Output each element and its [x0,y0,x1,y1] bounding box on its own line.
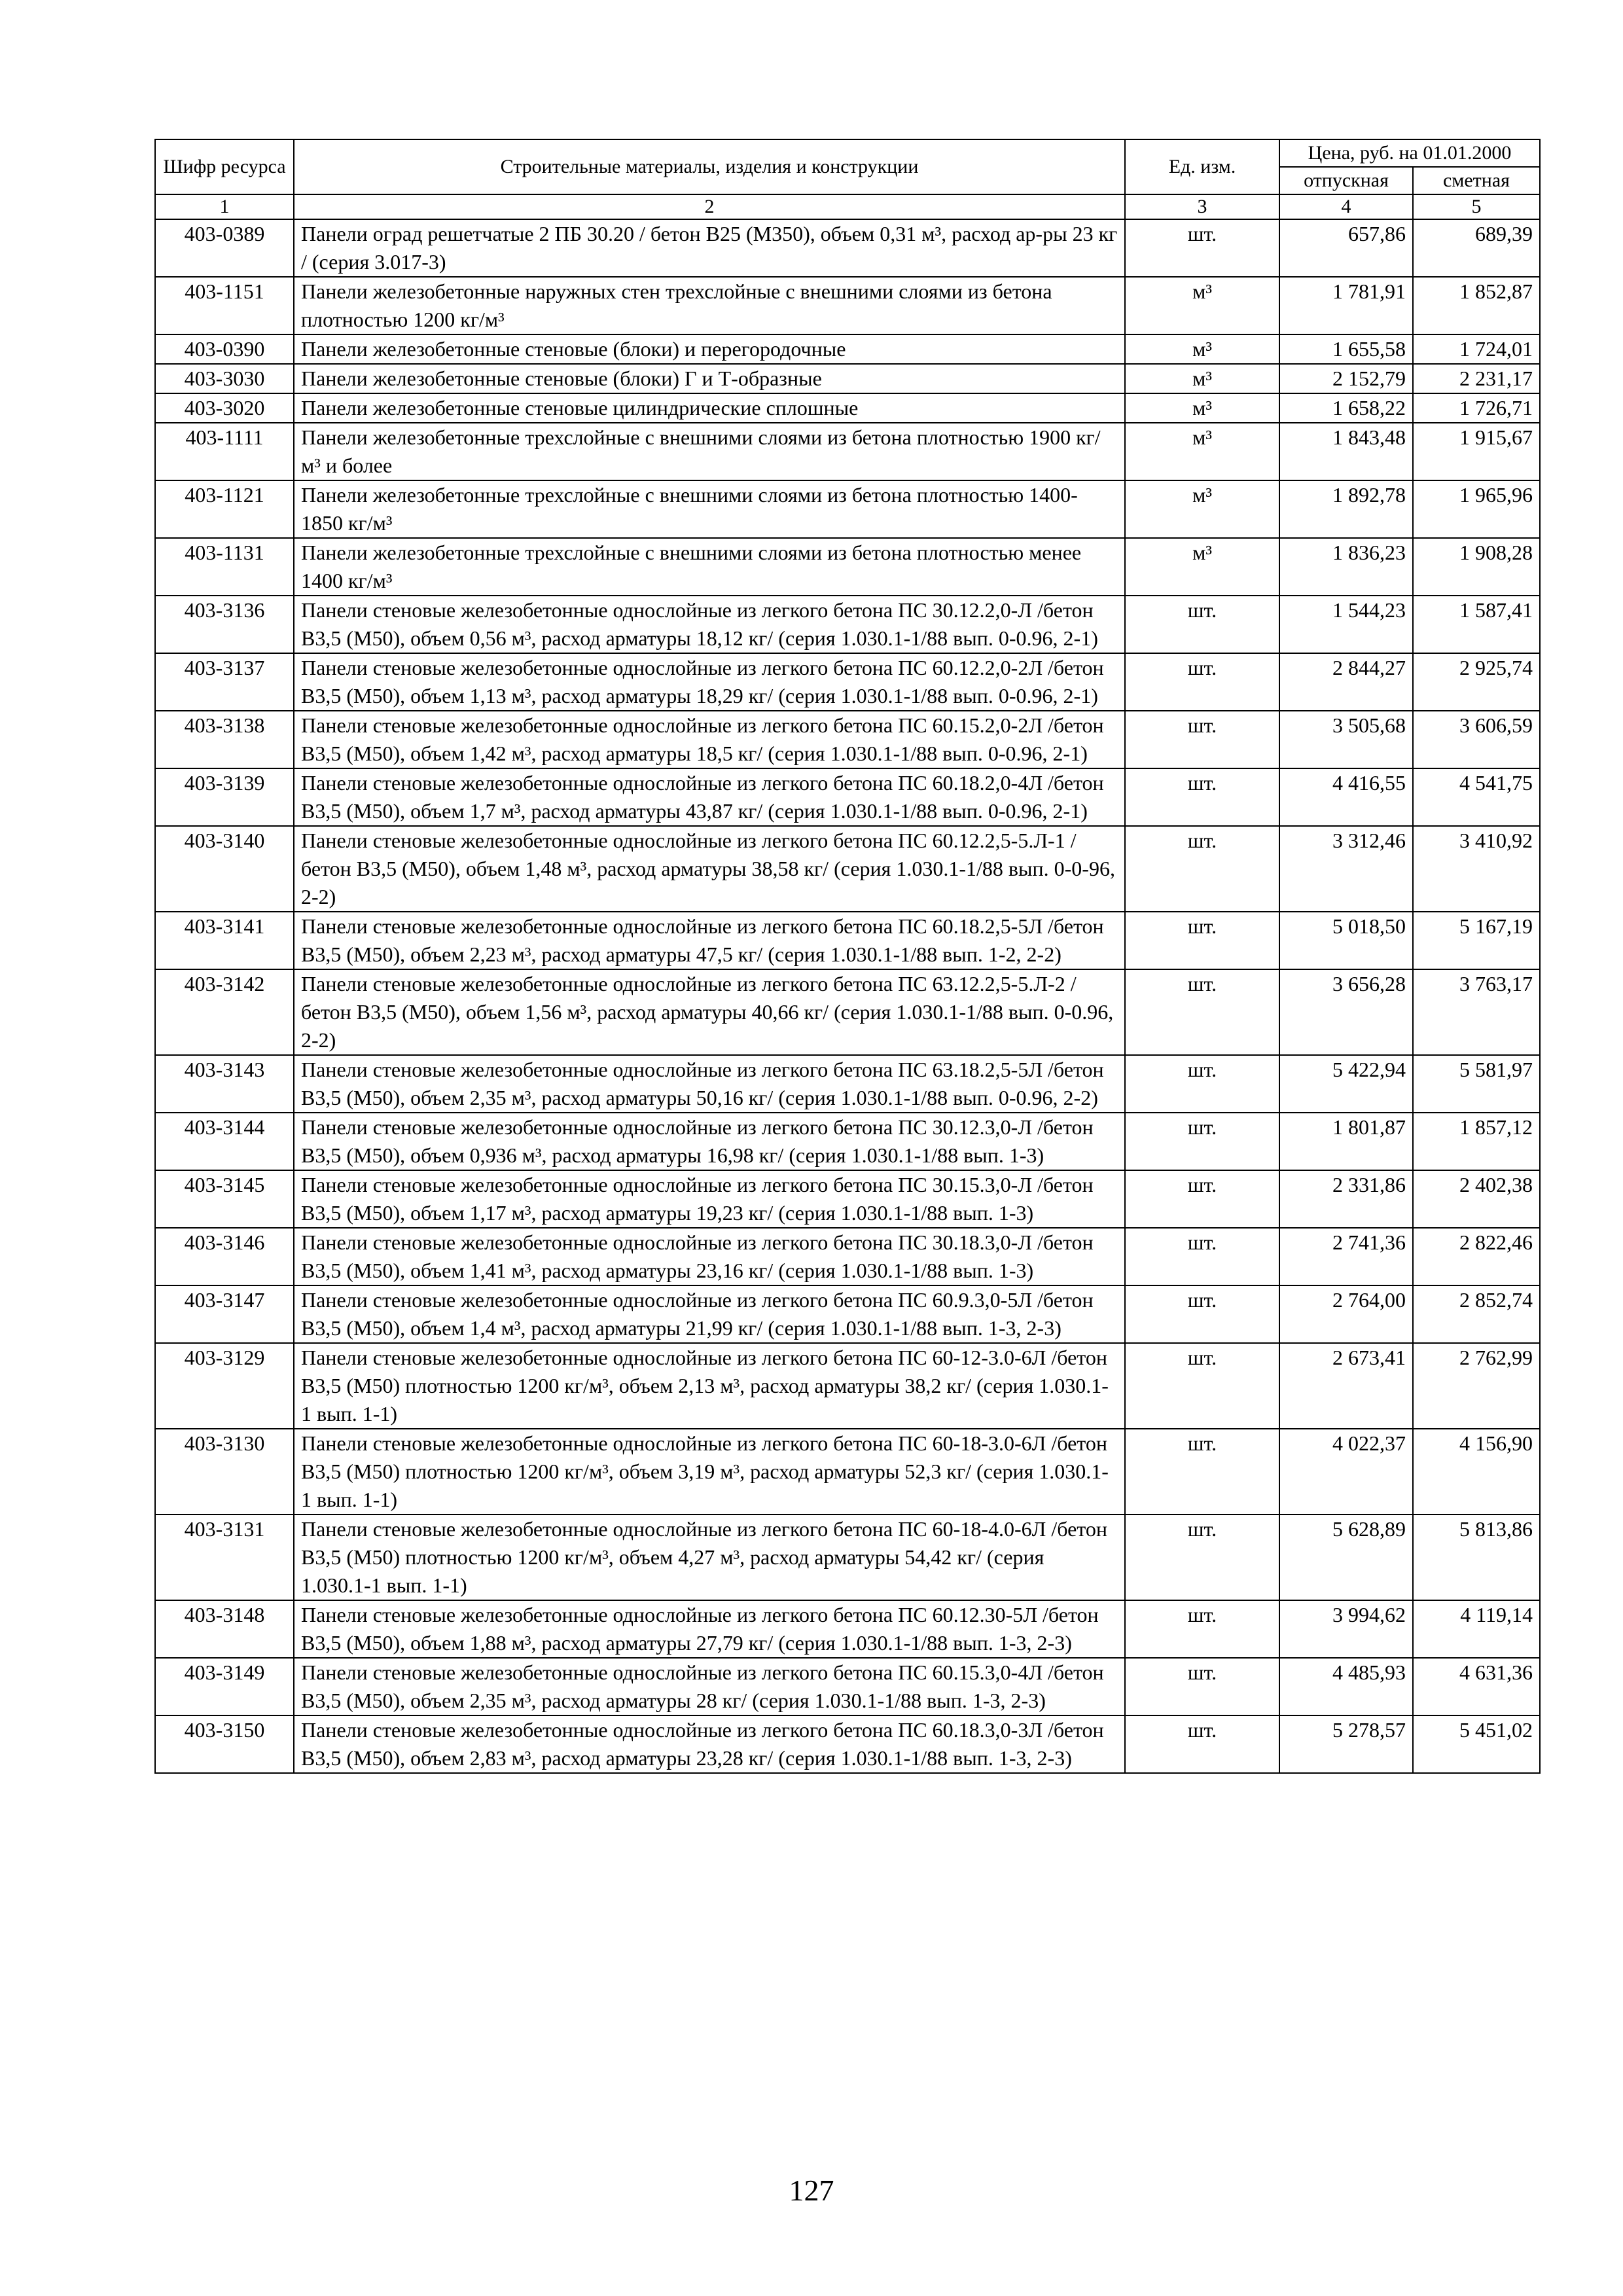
price-estimate: 1 965,96 [1413,480,1540,538]
price-release: 4 022,37 [1279,1429,1413,1515]
resource-unit: шт. [1125,1715,1279,1773]
resource-code: 403-0389 [155,219,294,277]
resource-unit: шт. [1125,711,1279,768]
resource-code: 403-1121 [155,480,294,538]
resource-unit: шт. [1125,653,1279,711]
table-row [155,826,1540,912]
table-row [155,219,1540,277]
resource-code: 403-1111 [155,423,294,480]
price-release: 3 994,62 [1279,1600,1413,1658]
price-estimate: 4 119,14 [1413,1600,1540,1658]
price-release: 3 656,28 [1279,969,1413,1055]
resource-code: 403-3150 [155,1715,294,1773]
resource-code: 403-3145 [155,1170,294,1228]
price-estimate: 4 156,90 [1413,1429,1540,1515]
price-estimate: 3 410,92 [1413,826,1540,912]
resource-name: Панели стеновые железобетонные однослойные из легкого бетона ПС 60.15.2,0-2Л /бетон В3,5 (М50), объем 1,42 м³, расход арматуры 18,5 кг/ (серия 1.030.1-1/88 вып. 0-0.96, 2-1) [294,711,1125,768]
resource-unit: м³ [1125,538,1279,596]
resource-unit: шт. [1125,912,1279,969]
table-row [155,1170,1540,1228]
table-row [155,1515,1540,1600]
resource-code: 403-3136 [155,596,294,653]
table-row [155,969,1540,1055]
resource-code: 403-3141 [155,912,294,969]
price-estimate: 3 606,59 [1413,711,1540,768]
header-col-number: 5 [1413,194,1540,219]
price-estimate: 2 762,99 [1413,1343,1540,1429]
resource-unit: шт. [1125,1113,1279,1170]
price-release: 3 312,46 [1279,826,1413,912]
price-estimate: 1 724,01 [1413,334,1540,364]
header-price-estimate: сметная [1413,167,1540,194]
resource-code: 403-3148 [155,1600,294,1658]
header-name: Строительные материалы, изделия и конструкции [294,139,1125,194]
price-release: 1 801,87 [1279,1113,1413,1170]
resource-name: Панели стеновые железобетонные однослойные из легкого бетона ПС 60.12.2,5-5.Л-1 /бетон В3,5 (М50), объем 1,48 м³, расход арматуры 38,58 кг/ (серия 1.030.1-1/88 вып. 0-0-96, 2-2) [294,826,1125,912]
price-release: 5 422,94 [1279,1055,1413,1113]
table-row [155,423,1540,480]
resource-unit: шт. [1125,969,1279,1055]
resource-unit: шт. [1125,596,1279,653]
resource-name: Панели стеновые железобетонные однослойные из легкого бетона ПС 60-18-3.0-6Л /бетон В3,5 (М50) плотностью 1200 кг/м³, объем 3,19 м³, расход арматуры 52,3 кг/ (серия 1.030.1-1 вып. 1-1) [294,1429,1125,1515]
resource-name: Панели стеновые железобетонные однослойные из легкого бетона ПС 63.18.2,5-5Л /бетон В3,5 (М50), объем 2,35 м³, расход арматуры 50,16 кг/ (серия 1.030.1-1/88 вып. 0-0.96, 2-2) [294,1055,1125,1113]
table-row [155,1113,1540,1170]
price-estimate: 3 763,17 [1413,969,1540,1055]
resource-unit: шт. [1125,1228,1279,1285]
price-release: 2 764,00 [1279,1285,1413,1343]
resource-code: 403-3020 [155,393,294,423]
price-release: 1 781,91 [1279,277,1413,334]
price-estimate: 4 631,36 [1413,1658,1540,1715]
resource-name: Панели стеновые железобетонные однослойные из легкого бетона ПС 60.18.3,0-3Л /бетон В3,5 (М50), объем 2,83 м³, расход арматуры 23,28 кг/ (серия 1.030.1-1/88 вып. 1-3, 2-3) [294,1715,1125,1773]
header-price-release: отпускная [1279,167,1413,194]
price-release: 2 741,36 [1279,1228,1413,1285]
resource-name: Панели стеновые железобетонные однослойные из легкого бетона ПС 60.15.3,0-4Л /бетон В3,5 (М50), объем 2,35 м³, расход арматуры 28 кг/ (серия 1.030.1-1/88 вып. 1-3, 2-3) [294,1658,1125,1715]
price-release: 4 485,93 [1279,1658,1413,1715]
header-col-number: 3 [1125,194,1279,219]
price-estimate: 1 857,12 [1413,1113,1540,1170]
resource-code: 403-3144 [155,1113,294,1170]
resource-code: 403-3139 [155,768,294,826]
price-release: 4 416,55 [1279,768,1413,826]
resource-code: 403-3149 [155,1658,294,1715]
resource-unit: шт. [1125,1055,1279,1113]
table-row [155,1228,1540,1285]
resource-unit: м³ [1125,277,1279,334]
resource-unit: шт. [1125,768,1279,826]
price-estimate: 1 726,71 [1413,393,1540,423]
price-estimate: 1 908,28 [1413,538,1540,596]
resource-code: 403-3138 [155,711,294,768]
resource-code: 403-3131 [155,1515,294,1600]
resource-code: 403-1151 [155,277,294,334]
table-row [155,1658,1540,1715]
price-release: 1 836,23 [1279,538,1413,596]
price-release: 2 844,27 [1279,653,1413,711]
price-release: 1 655,58 [1279,334,1413,364]
resource-name: Панели стеновые железобетонные однослойные из легкого бетона ПС 60-18-4.0-6Л /бетон В3,5 (М50) плотностью 1200 кг/м³, объем 4,27 м³, расход арматуры 54,42 кг/ (серия 1.030.1-1 вып. 1-1) [294,1515,1125,1600]
price-release: 2 331,86 [1279,1170,1413,1228]
price-estimate: 2 852,74 [1413,1285,1540,1343]
table-row [155,1715,1540,1773]
resource-code: 403-3143 [155,1055,294,1113]
price-estimate: 2 925,74 [1413,653,1540,711]
resource-code: 403-3129 [155,1343,294,1429]
price-estimate: 5 813,86 [1413,1515,1540,1600]
resource-name: Панели железобетонные стеновые (блоки) и перегородочные [294,334,1125,364]
resource-unit: шт. [1125,219,1279,277]
resource-name: Панели стеновые железобетонные однослойные из легкого бетона ПС 30.12.3,0-Л /бетон В3,5 (М50), объем 0,936 м³, расход арматуры 16,98 кг/ (серия 1.030.1-1/88 вып. 1-3) [294,1113,1125,1170]
resource-name: Панели стеновые железобетонные однослойные из легкого бетона ПС 60.18.2,0-4Л /бетон В3,5 (М50), объем 1,7 м³, расход арматуры 43,87 кг/ (серия 1.030.1-1/88 вып. 0-0.96, 2-1) [294,768,1125,826]
table-row [155,538,1540,596]
price-release: 5 278,57 [1279,1715,1413,1773]
price-estimate: 1 915,67 [1413,423,1540,480]
resource-name: Панели железобетонные трехслойные с внешними слоями из бетона плотностью 1400-1850 кг/м³ [294,480,1125,538]
resource-name: Панели стеновые железобетонные однослойные из легкого бетона ПС 60.9.3,0-5Л /бетон В3,5 (М50), объем 1,4 м³, расход арматуры 21,99 кг/ (серия 1.030.1-1/88 вып. 1-3, 2-3) [294,1285,1125,1343]
price-estimate: 5 451,02 [1413,1715,1540,1773]
table-row [155,1343,1540,1429]
resource-unit: шт. [1125,1658,1279,1715]
table-row [155,393,1540,423]
resource-name: Панели стеновые железобетонные однослойные из легкого бетона ПС 60.12.2,0-2Л /бетон В3,5 (М50), объем 1,13 м³, расход арматуры 18,29 кг/ (серия 1.030.1-1/88 вып. 0-0.96, 2-1) [294,653,1125,711]
resource-unit: м³ [1125,393,1279,423]
resource-unit: м³ [1125,423,1279,480]
resource-code: 403-3130 [155,1429,294,1515]
header-code: Шифр ресурса [155,139,294,194]
price-release: 3 505,68 [1279,711,1413,768]
price-release: 657,86 [1279,219,1413,277]
page-number: 127 [789,2174,834,2207]
price-estimate: 4 541,75 [1413,768,1540,826]
resource-unit: шт. [1125,826,1279,912]
resource-unit: м³ [1125,334,1279,364]
resource-unit: м³ [1125,364,1279,393]
price-release: 1 843,48 [1279,423,1413,480]
resource-name: Панели стеновые железобетонные однослойные из легкого бетона ПС 30.18.3,0-Л /бетон В3,5 (М50), объем 1,41 м³, расход арматуры 23,16 кг/ (серия 1.030.1-1/88 вып. 1-3) [294,1228,1125,1285]
resource-unit: шт. [1125,1285,1279,1343]
table-row [155,768,1540,826]
resource-name: Панели оград решетчатые 2 ПБ 30.20 / бетон В25 (М350), объем 0,31 м³, расход ар-ры 23 кг / (серия 3.017-3) [294,219,1125,277]
resource-unit: шт. [1125,1515,1279,1600]
header-price-group: Цена, руб. на 01.01.2000 [1279,139,1540,167]
price-estimate: 5 581,97 [1413,1055,1540,1113]
table-row [155,1055,1540,1113]
resource-code: 403-0390 [155,334,294,364]
table-row [155,334,1540,364]
resource-code: 403-3137 [155,653,294,711]
price-estimate: 689,39 [1413,219,1540,277]
table-row [155,480,1540,538]
resource-name: Панели железобетонные стеновые (блоки) Г и Т-образные [294,364,1125,393]
price-release: 2 673,41 [1279,1343,1413,1429]
resource-code: 403-1131 [155,538,294,596]
price-release: 5 628,89 [1279,1515,1413,1600]
resource-unit: шт. [1125,1170,1279,1228]
resource-unit: шт. [1125,1429,1279,1515]
table-row [155,1600,1540,1658]
table-header [155,139,1540,219]
resource-name: Панели стеновые железобетонные однослойные из легкого бетона ПС 60-12-3.0-6Л /бетон В3,5 (М50) плотностью 1200 кг/м³, объем 2,13 м³, расход арматуры 38,2 кг/ (серия 1.030.1-1 вып. 1-1) [294,1343,1125,1429]
table-row [155,1285,1540,1343]
table-row [155,912,1540,969]
table-row [155,653,1540,711]
table-row [155,1429,1540,1515]
header-col-number: 4 [1279,194,1413,219]
resource-name: Панели железобетонные трехслойные с внешними слоями из бетона плотностью менее 1400 кг/м³ [294,538,1125,596]
price-release: 1 544,23 [1279,596,1413,653]
resource-name: Панели стеновые железобетонные однослойные из легкого бетона ПС 30.12.2,0-Л /бетон В3,5 (М50), объем 0,56 м³, расход арматуры 18,12 кг/ (серия 1.030.1-1/88 вып. 0-0.96, 2-1) [294,596,1125,653]
price-estimate: 1 587,41 [1413,596,1540,653]
price-table [154,139,1541,1774]
price-estimate: 5 167,19 [1413,912,1540,969]
resource-unit: шт. [1125,1343,1279,1429]
table-row [155,364,1540,393]
table-row [155,711,1540,768]
table-row [155,596,1540,653]
resource-code: 403-3147 [155,1285,294,1343]
price-estimate: 2 402,38 [1413,1170,1540,1228]
price-release: 1 892,78 [1279,480,1413,538]
resource-unit: м³ [1125,480,1279,538]
resource-code: 403-3030 [155,364,294,393]
resource-code: 403-3146 [155,1228,294,1285]
header-col-number: 1 [155,194,294,219]
resource-code: 403-3140 [155,826,294,912]
resource-unit: шт. [1125,1600,1279,1658]
price-estimate: 2 822,46 [1413,1228,1540,1285]
price-estimate: 2 231,17 [1413,364,1540,393]
resource-name: Панели железобетонные стеновые цилиндрические сплошные [294,393,1125,423]
resource-name: Панели стеновые железобетонные однослойные из легкого бетона ПС 60.12.30-5Л /бетон В3,5 (М50), объем 1,88 м³, расход арматуры 27,79 кг/ (серия 1.030.1-1/88 вып. 1-3, 2-3) [294,1600,1125,1658]
header-col-number: 2 [294,194,1125,219]
price-release: 1 658,22 [1279,393,1413,423]
table-body [155,219,1540,1773]
price-release: 5 018,50 [1279,912,1413,969]
resource-code: 403-3142 [155,969,294,1055]
price-estimate: 1 852,87 [1413,277,1540,334]
resource-name: Панели железобетонные трехслойные с внешними слоями из бетона плотностью 1900 кг/м³ и более [294,423,1125,480]
resource-name: Панели стеновые железобетонные однослойные из легкого бетона ПС 30.15.3,0-Л /бетон В3,5 (М50), объем 1,17 м³, расход арматуры 19,23 кг/ (серия 1.030.1-1/88 вып. 1-3) [294,1170,1125,1228]
header-unit: Ед. изм. [1125,139,1279,194]
price-release: 2 152,79 [1279,364,1413,393]
table-row [155,277,1540,334]
resource-name: Панели стеновые железобетонные однослойные из легкого бетона ПС 60.18.2,5-5Л /бетон В3,5 (М50), объем 2,23 м³, расход арматуры 47,5 кг/ (серия 1.030.1-1/88 вып. 1-2, 2-2) [294,912,1125,969]
resource-name: Панели железобетонные наружных стен трехслойные с внешними слоями из бетона плотностью 1200 кг/м³ [294,277,1125,334]
resource-name: Панели стеновые железобетонные однослойные из легкого бетона ПС 63.12.2,5-5.Л-2 /бетон В3,5 (М50), объем 1,56 м³, расход арматуры 40,66 кг/ (серия 1.030.1-1/88 вып. 0-0.96, 2-2) [294,969,1125,1055]
